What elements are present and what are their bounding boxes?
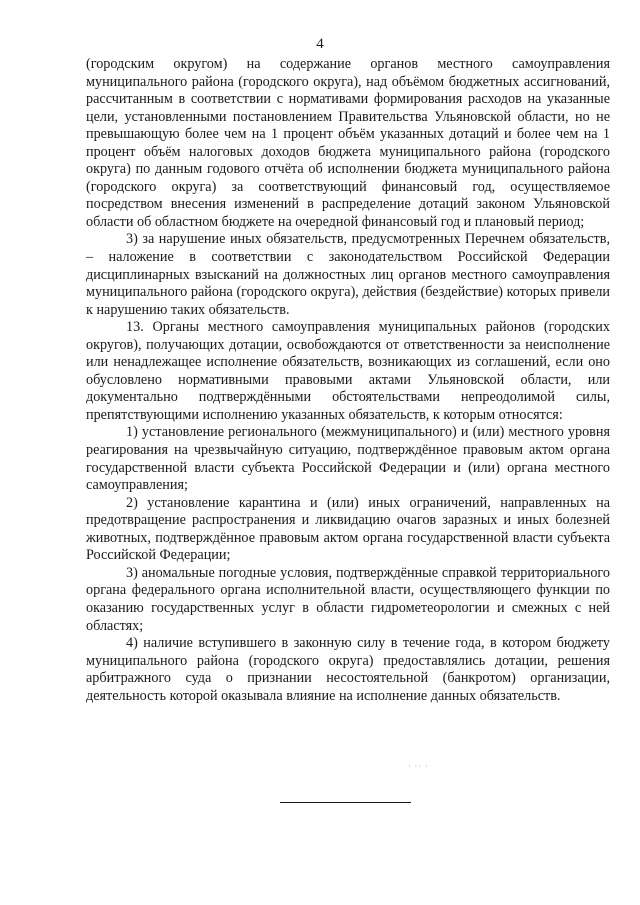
paragraph-section-13: 13. Органы местного самоуправления муниципальных районов (городских округов), получающих дотации, освобождаются от ответственности за неисполнение или ненадлежащее исполнение обязательств, возникающих из соглашений, если оно обусловлено нормативными правовыми актами Ульяновской области, или документально подтверждёнными обстоятельствами непреодолимой силы, препятствующими исполнению указанных обязательств, к которым относятся: [86, 319, 610, 423]
page-number: 4 [316, 36, 324, 52]
paragraph-item-3: 3) за нарушение иных обязательств, предусмотренных Перечнем обязательств, – наложение в соответствии с законодательством Российской Федерации дисциплинарных взысканий на должностных лиц органов местного самоуправления муниципального района (городского округа), действия (бездействие) которых привели к нарушению таких обязательств. [86, 231, 610, 318]
paragraph-subitem-3: 3) аномальные погодные условия, подтверждённые справкой территориального органа федерального органа исполнительной власти, осуществляющего функции по оказанию государственных услуг в области гидрометеорологии и смежных с ней областях; [86, 564, 610, 634]
paragraph-subitem-1: 1) установление регионального (межмуниципального) и (или) местного уровня реагирования на чрезвычайную ситуацию, подтверждённое правовым актом органа государственной власти субъекта Российской Федерации и (или) органа местного самоуправления; [86, 424, 610, 494]
document-body [86, 56, 610, 705]
paragraph-subitem-2: 2) установление карантина и (или) иных ограничений, направленных на предотвращение распространения и ликвидацию очагов заразных и иных болезней животных, подтверждённое правовым актом органа государственной власти субъекта Российской Федерации; [86, 494, 610, 564]
scan-artifact: · ·· · [408, 762, 429, 771]
paragraph-subitem-4: 4) наличие вступившего в законную силу в течение года, в котором бюджету муниципального района (городского округа) предоставлялись дотации, решения арбитражного суда о признании несостоятельной (банкротом) организации, деятельность которой оказывала влияние на исполнение данных обязательств. [86, 635, 610, 704]
end-divider-line [280, 802, 411, 803]
paragraph-continuation: (городским округом) на содержание органов местного самоуправления муниципального района (городского округа), над объёмом бюджетных ассигнований, рассчитанным в соответствии с нормативами формирования расходов на указанные цели, установленными постановлением Правительства Ульяновской области, но не превышающую более чем на 1 процент объём указанных дотаций и более чем на 1 процент объём налоговых доходов бюджета муниципального района (городского округа) по данным годового отчёта об исполнении бюджета муниципального района (городского округа) за соответствующий финансовый год, осуществляемое посредством внесения изменений в распределение дотаций законом Ульяновской области об областном бюджете на очередной финансовый год и плановый период; [86, 56, 610, 230]
